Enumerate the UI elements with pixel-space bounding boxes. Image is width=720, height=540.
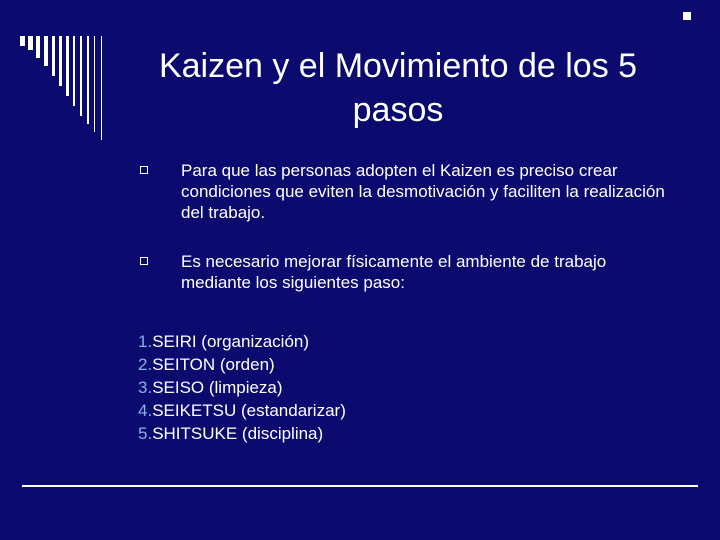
step-item — [138, 376, 538, 399]
decorative-bar — [87, 36, 89, 124]
step-number: 5. — [138, 424, 153, 443]
bullet-text: Es necesario mejorar físicamente el ambiente de trabajo mediante los siguientes paso: — [181, 252, 607, 292]
hollow-square-bullet-icon — [140, 257, 148, 265]
step-item — [138, 330, 538, 353]
step-item — [138, 422, 538, 445]
step-number: 3. — [138, 378, 153, 397]
decorative-bar — [44, 36, 48, 66]
step-text: SHITSUKE (disciplina) — [152, 424, 324, 443]
corner-square-decoration — [683, 12, 691, 20]
decorative-bars — [20, 36, 130, 146]
bottom-divider — [22, 485, 698, 487]
step-text: SEISO (limpieza) — [152, 378, 283, 397]
decorative-bar — [36, 36, 40, 58]
bullet-item — [140, 160, 680, 223]
bullet-text: Para que las personas adopten el Kaizen es preciso crear condiciones que eviten la desmotivación y faciliten la realización del trabajo. — [181, 161, 665, 222]
bullet-item — [140, 251, 680, 293]
step-number: 2. — [138, 355, 153, 374]
step-item — [138, 353, 538, 376]
bullet-list — [140, 160, 680, 321]
step-text: SEITON (orden) — [152, 355, 275, 374]
step-item — [138, 399, 538, 422]
decorative-bar — [94, 36, 95, 132]
decorative-bar — [73, 36, 75, 106]
decorative-bar — [59, 36, 62, 86]
hollow-square-bullet-icon — [140, 166, 148, 174]
decorative-bar — [52, 36, 55, 76]
decorative-bar — [101, 36, 102, 140]
step-text: SEIKETSU (estandarizar) — [152, 401, 346, 420]
step-number: 4. — [138, 401, 153, 420]
slide-title: Kaizen y el Movimiento de los 5 pasos — [158, 47, 638, 129]
numbered-steps — [138, 330, 538, 445]
step-number: 1. — [138, 332, 153, 351]
decorative-bar — [66, 36, 69, 96]
decorative-bar — [80, 36, 82, 116]
step-text: SEIRI (organización) — [152, 332, 310, 351]
decorative-bar — [28, 36, 33, 50]
decorative-bar — [20, 36, 25, 46]
